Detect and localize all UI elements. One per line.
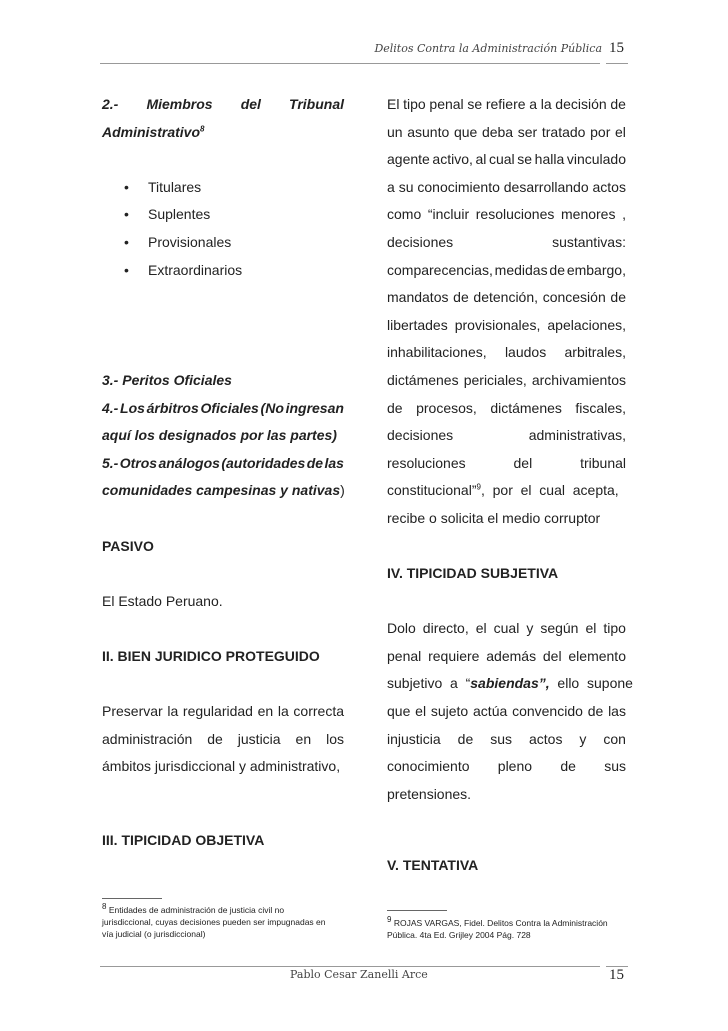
- item5-line1: 5.- Otros análogos (autoridades de las: [102, 454, 344, 471]
- right-line: agente activo, al cual se halla vinculado: [387, 151, 626, 168]
- right-line: de procesos, dictámenes fiscales,: [387, 399, 626, 416]
- bien-line2: administración de justicia en los: [102, 730, 344, 747]
- header-divider: [100, 63, 600, 64]
- left-column: [102, 91, 344, 781]
- section2-heading-line1: 2.- Miembros del Tribunal: [102, 96, 344, 112]
- tipicidad-subjetiva-heading: IV. TIPICIDAD SUBJETIVA: [387, 565, 559, 582]
- right-line: un asunto que deba ser tratado por el: [387, 123, 626, 140]
- right-line: dictámenes periciales, archivamientos: [387, 371, 626, 388]
- list-item: • Provisionales: [124, 233, 232, 250]
- right-line: mandatos de detención, concesión de: [387, 289, 626, 306]
- right-line: libertades provisionales, apelaciones,: [387, 316, 626, 333]
- footer-page-number: 15: [609, 967, 624, 983]
- dolo-line1: Dolo directo, el cual y según el tipo: [387, 620, 626, 637]
- header-page-number: 15: [609, 40, 624, 56]
- dolo-line7: pretensiones.: [387, 785, 472, 802]
- item4-line2: aquí los designados por las partes): [102, 427, 337, 444]
- section2-heading-line2: Administrativo$^8$: [102, 123, 205, 140]
- item4-line1: 4.- Los árbitros Oficiales (No ingresan: [102, 399, 344, 416]
- right-column: [387, 91, 633, 808]
- footnote-ref-8: 8: [200, 123, 205, 133]
- pasivo-heading: PASIVO: [102, 537, 154, 554]
- tipicidad-objetiva-heading: III. TIPICIDAD OBJETIVA: [102, 832, 265, 848]
- footnote-9: $^9$ ROJAS VARGAS, Fidel. Delitos Contra la Administración Pública. 4ta Ed. Grijley 2004 Pág. 728: [387, 915, 608, 940]
- bien-line1: Preservar la regularidad en la correcta: [102, 703, 344, 720]
- right-line: El tipo penal se refiere a la decisión de: [387, 96, 626, 112]
- running-header-title: Delitos Contra la Administración Pública: [374, 42, 602, 55]
- footnote-8: $^8$ Entidades de administración de justicia civil no jurisdiccional, cuyas decisiones pueden ser impugnadas en vía judicial (o jurisdiccional): [102, 902, 326, 939]
- list-item: • Extraordinarios: [124, 261, 243, 278]
- list-item: • Suplentes: [124, 206, 211, 223]
- header-divider-short: [606, 63, 628, 64]
- dolo-line4: que el sujeto actúa convencido de las: [387, 703, 626, 720]
- right-line: resoluciones del tribunal: [387, 454, 626, 471]
- right-line-constitucional: constitucional”$^9$, por el cual acepta,: [387, 482, 619, 499]
- item3-peritos: 3.- Peritos Oficiales: [102, 371, 232, 388]
- list-item: • Titulares: [124, 178, 202, 195]
- dolo-line2: penal requiere además del elemento: [387, 647, 626, 664]
- right-line: inhabilitaciones, laudos arbitrales,: [387, 344, 626, 361]
- footnote-ref-9: 9: [476, 482, 481, 492]
- right-line: comparecencias, medidas de embargo,: [387, 261, 626, 278]
- bien-juridico-heading: II. BIEN JURIDICO PROTEGUIDO: [102, 647, 320, 664]
- item5-line2: comunidades campesinas y nativas): [102, 482, 345, 499]
- dolo-line3: subjetivo a “sabiendas”, ello supone: [387, 675, 633, 692]
- right-line: decisiones administrativas,: [387, 427, 626, 444]
- footnote-rule-right: [387, 910, 447, 911]
- right-line: a su conocimiento desarrollando actos: [387, 178, 626, 195]
- footnote-rule-left: [102, 898, 162, 899]
- bien-line3: ámbitos jurisdiccional y administrativo,: [102, 758, 341, 775]
- estado-text: El Estado Peruano.: [102, 592, 223, 609]
- right-line-recibe: recibe o solicita el medio corruptor: [387, 509, 601, 526]
- dolo-line6: conocimiento pleno de sus: [387, 758, 626, 775]
- right-line: como “incluir resoluciones menores ,: [387, 206, 626, 223]
- dolo-line5: injusticia de sus actos y con: [387, 730, 626, 747]
- right-line: decisiones sustantivas:: [387, 233, 626, 250]
- footer-author: Pablo Cesar Zanelli Arce: [290, 968, 428, 981]
- tentativa-heading: V. TENTATIVA: [387, 857, 479, 873]
- footer-divider: [100, 966, 600, 967]
